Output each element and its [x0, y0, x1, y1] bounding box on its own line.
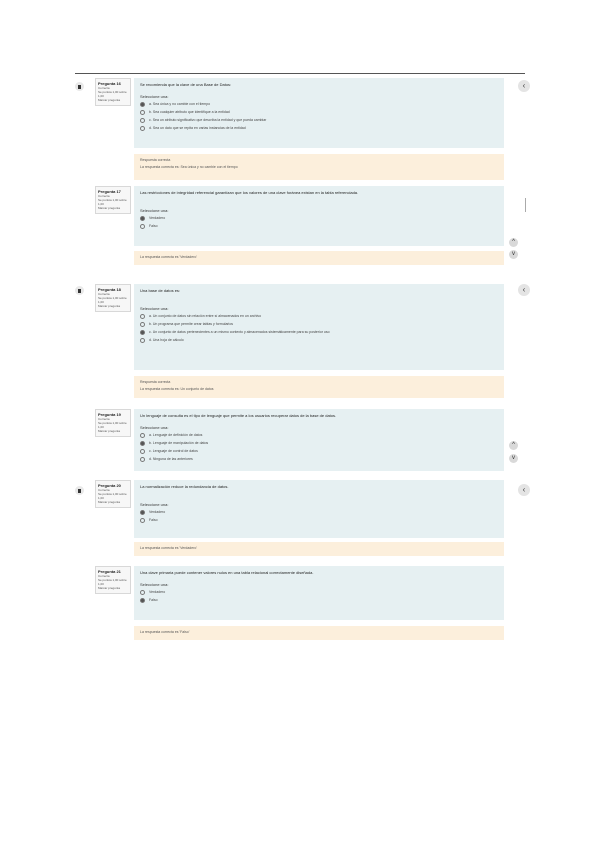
option[interactable]: a. Lenguaje de definición de datos [140, 431, 498, 439]
option[interactable]: Falso [140, 516, 498, 524]
radio-button[interactable] [140, 322, 145, 327]
question-status: Correcta [98, 86, 110, 90]
chevron-left-icon[interactable]: ‹ [518, 80, 530, 92]
question-score: Se puntúa 1,00 sobre 1,00 [98, 296, 127, 304]
answer-label: Seleccione una: [140, 425, 169, 430]
option[interactable]: Falso [140, 222, 498, 230]
flag-question-link[interactable]: Marcar pregunta [98, 586, 121, 590]
question-text: Las restricciones de integridad referencial garantizan que los valores de una clave foránea existan en la tabla referenciada. [140, 190, 359, 195]
answer-label: Seleccione una: [140, 582, 169, 587]
question-status: Correcta [98, 417, 110, 421]
answer-label: Seleccione una: [140, 502, 169, 507]
radio-button[interactable] [140, 338, 145, 343]
question-number: Pregunta 18 [98, 287, 121, 292]
flag-question-link[interactable]: Marcar pregunta [98, 206, 121, 210]
option[interactable]: a. Sea única y no cambie con el tiempo [140, 100, 498, 108]
question-text: Una base de datos es: [140, 288, 181, 293]
question-score: Se puntúa 1,00 sobre 1,00 [98, 198, 127, 206]
question-text: Un lenguaje de consulta es el tipo de lenguaje que permite a los usuarios recuperar datos de la base de datos. [140, 413, 337, 418]
question-16 [75, 78, 530, 188]
option[interactable]: Falso [140, 596, 498, 604]
answer-label: Seleccione una: [140, 306, 169, 311]
question-text: La normalización reduce la redundancia de datos. [140, 484, 229, 489]
option[interactable]: d. Sea un dato que se repita en varias instancias de la entidad [140, 124, 498, 132]
question-info [95, 186, 131, 214]
feedback-box: Respuesta correcta La respuesta correcta es: Un conjunto de datos [134, 376, 504, 398]
question-text: Se recomienda que la clave de una Base de Datos: [140, 82, 232, 87]
option[interactable]: b. Un programa que permite crear tablas y formularios [140, 320, 498, 328]
option[interactable]: c. Lenguaje de control de datos [140, 447, 498, 455]
radio-button[interactable] [140, 590, 145, 595]
arrow-up-icon[interactable]: ^ [509, 441, 518, 450]
question-status: Correcta [98, 292, 110, 296]
option[interactable]: Verdadero [140, 588, 498, 596]
question-content [134, 480, 504, 538]
question-content [134, 284, 504, 370]
radio-button[interactable] [140, 314, 145, 319]
flag-question-link[interactable]: Marcar pregunta [98, 98, 121, 102]
radio-button[interactable] [140, 102, 145, 107]
option[interactable]: b. Sea cualquier atributo que identifique a la entidad [140, 108, 498, 116]
flag-question-link[interactable]: Marcar pregunta [98, 500, 121, 504]
question-content [134, 186, 504, 246]
radio-button[interactable] [140, 126, 145, 131]
feedback-box: Respuesta correcta La respuesta correcta es: Sea única y no cambie con el tiempo [134, 154, 504, 180]
option[interactable]: d. Ninguna de las anteriores [140, 455, 498, 463]
question-number: Pregunta 19 [98, 412, 121, 417]
question-number: Pregunta 20 [98, 483, 121, 488]
radio-button[interactable] [140, 118, 145, 123]
arrow-down-icon[interactable]: v [509, 454, 518, 463]
radio-button[interactable] [140, 216, 145, 221]
radio-button[interactable] [140, 433, 145, 438]
radio-button[interactable] [140, 330, 145, 335]
option[interactable]: c. Sea un atributo significativo que describa la entidad y que pueda cambiar [140, 116, 498, 124]
option[interactable]: a. Un conjunto de datos sin relación entre sí almacenados en un archivo [140, 312, 498, 320]
question-19 [75, 409, 530, 473]
question-20 [75, 480, 530, 560]
question-info [95, 480, 131, 508]
question-score: Se puntúa 1,00 sobre 1,00 [98, 578, 127, 586]
question-number: Pregunta 21 [98, 569, 121, 574]
feedback-box: La respuesta correcta es 'Falso' [134, 626, 504, 640]
flag-icon[interactable] [75, 486, 84, 495]
question-info [95, 566, 131, 594]
question-content [134, 566, 504, 620]
question-17 [75, 186, 530, 270]
question-21 [75, 566, 530, 646]
radio-button[interactable] [140, 110, 145, 115]
question-score: Se puntúa 1,00 sobre 1,00 [98, 90, 127, 98]
arrow-up-icon[interactable]: ^ [509, 238, 518, 247]
radio-button[interactable] [140, 510, 145, 515]
question-info [95, 409, 131, 437]
flag-icon[interactable] [75, 286, 84, 295]
answer-label: Seleccione una: [140, 208, 169, 213]
chevron-left-icon[interactable]: ‹ [518, 484, 530, 496]
arrow-down-icon[interactable]: v [509, 250, 518, 259]
question-content [134, 78, 504, 148]
option[interactable]: b. Lenguaje de manipulación de datos [140, 439, 498, 447]
question-status: Correcta [98, 574, 110, 578]
answer-label: Seleccione una: [140, 94, 169, 99]
option[interactable]: Verdadero [140, 214, 498, 222]
question-status: Correcta [98, 194, 110, 198]
flag-icon[interactable] [75, 82, 84, 91]
question-status: Correcta [98, 488, 110, 492]
question-content [134, 409, 504, 471]
question-score: Se puntúa 1,00 sobre 1,00 [98, 492, 127, 500]
radio-button[interactable] [140, 518, 145, 523]
radio-button[interactable] [140, 449, 145, 454]
flag-question-link[interactable]: Marcar pregunta [98, 304, 121, 308]
feedback-box: La respuesta correcta es 'Verdadero' [134, 542, 504, 556]
question-18 [75, 284, 530, 400]
option[interactable]: Verdadero [140, 508, 498, 516]
question-number: Pregunta 17 [98, 189, 121, 194]
question-text: Una clave primaria puede contener valores nulos en una tabla relacional correctamente diseñada. [140, 570, 314, 575]
question-score: Se puntúa 1,00 sobre 1,00 [98, 421, 127, 429]
radio-button[interactable] [140, 598, 145, 603]
question-info [95, 284, 131, 312]
feedback-box: La respuesta correcta es 'Verdadero' [134, 251, 504, 265]
question-info [95, 78, 131, 106]
radio-button[interactable] [140, 441, 145, 446]
option[interactable]: c. Un conjunto de datos pertenecientes a un mismo contexto y almacenados sistemáticamente para su posterior uso [140, 328, 498, 336]
question-number: Pregunta 16 [98, 81, 121, 86]
flag-question-link[interactable]: Marcar pregunta [98, 429, 121, 433]
scrollbar[interactable] [525, 198, 526, 212]
chevron-left-icon[interactable]: ‹ [518, 284, 530, 296]
radio-button[interactable] [140, 457, 145, 462]
top-divider [75, 73, 525, 74]
radio-button[interactable] [140, 224, 145, 229]
option[interactable]: d. Una hoja de cálculo [140, 336, 498, 344]
